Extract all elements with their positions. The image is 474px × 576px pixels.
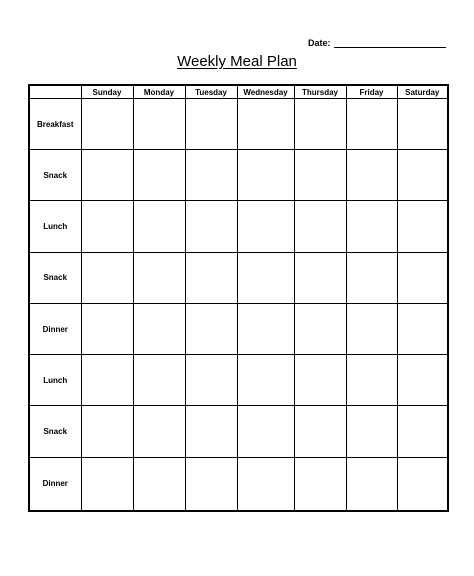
corner-cell — [29, 85, 81, 99]
day-header-sunday: Sunday — [81, 85, 133, 99]
meal-cell[interactable] — [237, 303, 294, 354]
meal-cell[interactable] — [81, 355, 133, 406]
meal-cell[interactable] — [346, 99, 397, 150]
day-header-thursday: Thursday — [294, 85, 346, 99]
meal-cell[interactable] — [237, 150, 294, 201]
meal-cell[interactable] — [294, 150, 346, 201]
meal-cell[interactable] — [133, 252, 185, 303]
meal-cell[interactable] — [294, 303, 346, 354]
meal-cell[interactable] — [346, 303, 397, 354]
meal-cell[interactable] — [237, 406, 294, 457]
meal-label: Snack — [29, 150, 81, 201]
meal-cell[interactable] — [81, 150, 133, 201]
meal-cell[interactable] — [346, 201, 397, 252]
meal-cell[interactable] — [133, 150, 185, 201]
meal-cell[interactable] — [185, 355, 237, 406]
meal-cell[interactable] — [185, 150, 237, 201]
meal-label: Breakfast — [29, 99, 81, 150]
day-header-monday: Monday — [133, 85, 185, 99]
meal-row — [29, 201, 448, 252]
meal-row — [29, 252, 448, 303]
meal-cell[interactable] — [397, 201, 448, 252]
meal-cell[interactable] — [294, 99, 346, 150]
meal-cell[interactable] — [397, 355, 448, 406]
meal-label: Dinner — [29, 457, 81, 511]
meal-cell[interactable] — [346, 457, 397, 511]
meal-cell[interactable] — [185, 406, 237, 457]
meal-label: Snack — [29, 252, 81, 303]
meal-cell[interactable] — [397, 150, 448, 201]
meal-row — [29, 457, 448, 511]
meal-cell[interactable] — [81, 99, 133, 150]
date-field — [308, 38, 446, 48]
meal-cell[interactable] — [237, 355, 294, 406]
meal-cell[interactable] — [346, 355, 397, 406]
date-label: Date: — [308, 38, 331, 48]
meal-cell[interactable] — [81, 457, 133, 511]
meal-cell[interactable] — [133, 303, 185, 354]
meal-cell[interactable] — [346, 150, 397, 201]
meal-row — [29, 99, 448, 150]
meal-plan-table — [28, 84, 449, 512]
meal-cell[interactable] — [133, 201, 185, 252]
meal-cell[interactable] — [397, 303, 448, 354]
meal-cell[interactable] — [133, 457, 185, 511]
meal-cell[interactable] — [294, 457, 346, 511]
meal-cell[interactable] — [237, 99, 294, 150]
meal-cell[interactable] — [294, 201, 346, 252]
day-header-wednesday: Wednesday — [237, 85, 294, 99]
meal-cell[interactable] — [133, 406, 185, 457]
meal-row — [29, 303, 448, 354]
meal-row — [29, 355, 448, 406]
meal-cell[interactable] — [397, 99, 448, 150]
meal-label: Snack — [29, 406, 81, 457]
meal-cell[interactable] — [81, 201, 133, 252]
meal-cell[interactable] — [81, 406, 133, 457]
meal-row — [29, 406, 448, 457]
meal-label: Dinner — [29, 303, 81, 354]
meal-cell[interactable] — [81, 303, 133, 354]
meal-cell[interactable] — [185, 457, 237, 511]
meal-cell[interactable] — [185, 201, 237, 252]
meal-cell[interactable] — [397, 406, 448, 457]
day-header-saturday: Saturday — [397, 85, 448, 99]
meal-cell[interactable] — [346, 252, 397, 303]
meal-cell[interactable] — [294, 406, 346, 457]
meal-cell[interactable] — [237, 201, 294, 252]
meal-cell[interactable] — [185, 99, 237, 150]
meal-cell[interactable] — [133, 99, 185, 150]
meal-cell[interactable] — [346, 406, 397, 457]
meal-cell[interactable] — [237, 252, 294, 303]
day-header-tuesday: Tuesday — [185, 85, 237, 99]
meal-row — [29, 150, 448, 201]
meal-cell[interactable] — [294, 355, 346, 406]
meal-cell[interactable] — [185, 303, 237, 354]
header-row — [29, 85, 448, 99]
day-header-friday: Friday — [346, 85, 397, 99]
meal-cell[interactable] — [237, 457, 294, 511]
meal-label: Lunch — [29, 201, 81, 252]
meal-cell[interactable] — [185, 252, 237, 303]
page-title: Weekly Meal Plan — [177, 53, 297, 70]
meal-cell[interactable] — [397, 457, 448, 511]
meal-cell[interactable] — [81, 252, 133, 303]
meal-cell[interactable] — [397, 252, 448, 303]
meal-cell[interactable] — [133, 355, 185, 406]
meal-label: Lunch — [29, 355, 81, 406]
date-blank-line[interactable] — [334, 39, 446, 48]
meal-cell[interactable] — [294, 252, 346, 303]
